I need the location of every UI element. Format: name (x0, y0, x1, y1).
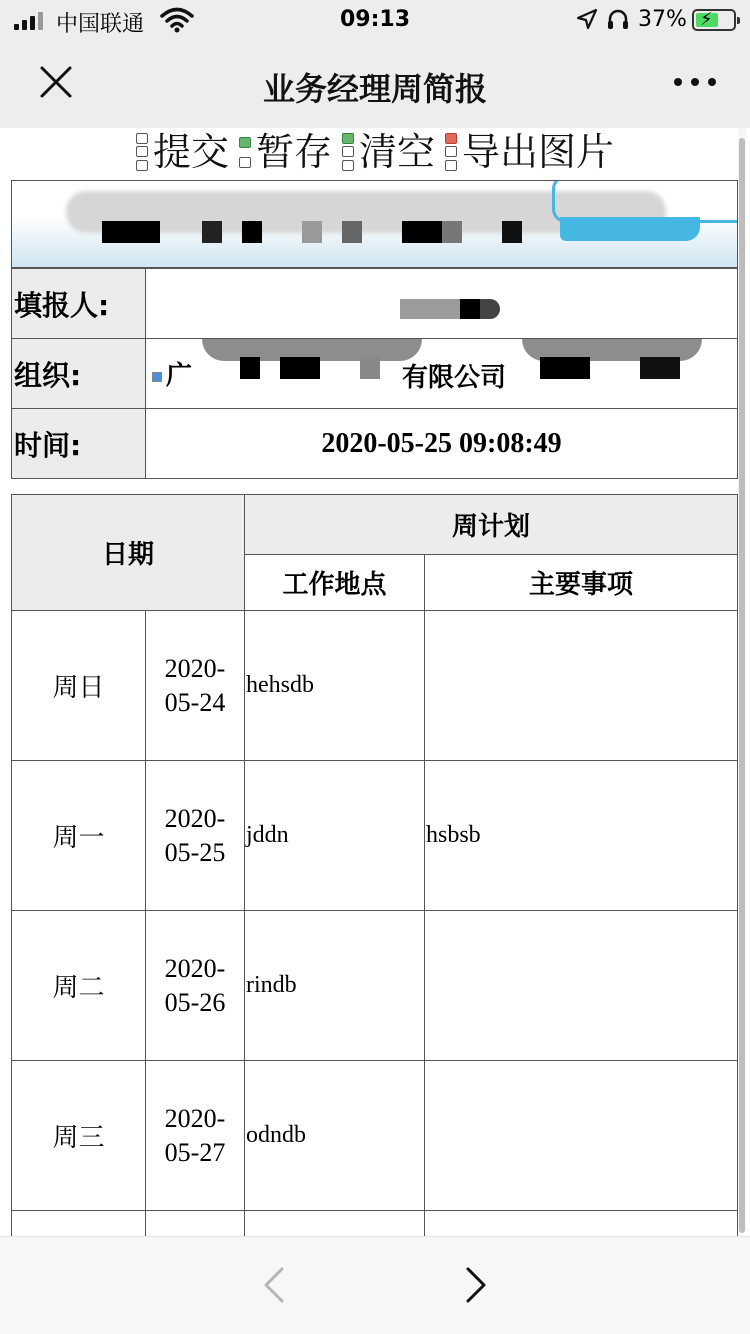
location-header: 工作地点 (245, 555, 425, 611)
weekday-cell: 周三 (12, 1061, 146, 1211)
submit-icon (136, 132, 150, 172)
export-image-icon (445, 132, 459, 172)
date-cell: 2020- 05-26 (146, 911, 245, 1061)
clear-icon (342, 132, 356, 172)
matters-cell[interactable] (425, 611, 738, 761)
page-title: 业务经理周简报 (262, 70, 487, 108)
more-options-icon[interactable] (672, 70, 718, 94)
report-header-banner (11, 180, 738, 268)
reporter-label: 填报人: (12, 269, 146, 339)
headphones-icon (606, 7, 630, 31)
save-draft-icon (239, 132, 253, 172)
back-arrow-icon[interactable] (258, 1265, 288, 1305)
date-header: 日期 (12, 495, 245, 611)
forward-arrow-icon[interactable] (462, 1265, 492, 1305)
date-cell: 2020- 05-27 (146, 1061, 245, 1211)
weekday-cell: 周日 (12, 611, 146, 761)
location-cell[interactable]: jddn (245, 761, 425, 911)
week-plan-header: 周计划 (245, 495, 738, 555)
reporter-row (12, 269, 738, 339)
org-label: 组织: (12, 339, 146, 409)
org-value[interactable] (146, 339, 738, 409)
location-cell[interactable]: hehsdb (245, 611, 425, 761)
save-draft-label: 暂存 (255, 130, 332, 174)
matters-cell[interactable] (425, 911, 738, 1061)
export-image-button[interactable] (445, 130, 614, 174)
carrier-name: 中国联通 (56, 12, 145, 37)
reporter-value[interactable] (146, 269, 738, 339)
weekday-cell: 周二 (12, 911, 146, 1061)
matters-cell[interactable]: hsbsb (425, 761, 738, 911)
table-row (12, 761, 738, 911)
matters-header: 主要事项 (425, 555, 738, 611)
weekly-plan-table (11, 494, 738, 1334)
form-toolbar (0, 128, 750, 176)
location-cell[interactable]: odndb (245, 1061, 425, 1211)
browser-bottom-bar (0, 1236, 750, 1334)
export-image-label: 导出图片 (462, 130, 615, 174)
status-bar (0, 0, 750, 40)
submit-button[interactable] (136, 130, 229, 174)
vertical-scrollbar[interactable] (738, 128, 746, 1232)
location-cell[interactable]: rindb (245, 911, 425, 1061)
matters-cell[interactable] (425, 1061, 738, 1211)
battery-percent: 37% (638, 7, 687, 32)
time-row (12, 409, 738, 479)
table-row (12, 1061, 738, 1211)
location-arrow-icon (576, 8, 598, 30)
date-cell: 2020- 05-25 (146, 761, 245, 911)
time-value: 2020-05-25 09:08:49 (146, 409, 738, 479)
org-row (12, 339, 738, 409)
battery-icon: ⚡ (692, 9, 736, 31)
nav-bar (0, 40, 750, 128)
date-cell: 2020- 05-24 (146, 611, 245, 761)
report-info-table (11, 268, 738, 479)
weekday-cell: 周一 (12, 761, 146, 911)
clear-button[interactable] (342, 130, 435, 174)
time-label: 时间: (12, 409, 146, 479)
plan-header-row (12, 495, 738, 555)
table-row (12, 611, 738, 761)
status-time: 09:13 (339, 7, 411, 32)
org-value-start: 广 (166, 361, 193, 391)
save-draft-button[interactable] (239, 130, 332, 174)
table-row (12, 911, 738, 1061)
clear-label: 清空 (359, 130, 436, 174)
org-value-mid: 有限公司 (402, 363, 507, 393)
org-checkbox[interactable] (152, 372, 162, 382)
submit-label: 提交 (152, 130, 229, 174)
